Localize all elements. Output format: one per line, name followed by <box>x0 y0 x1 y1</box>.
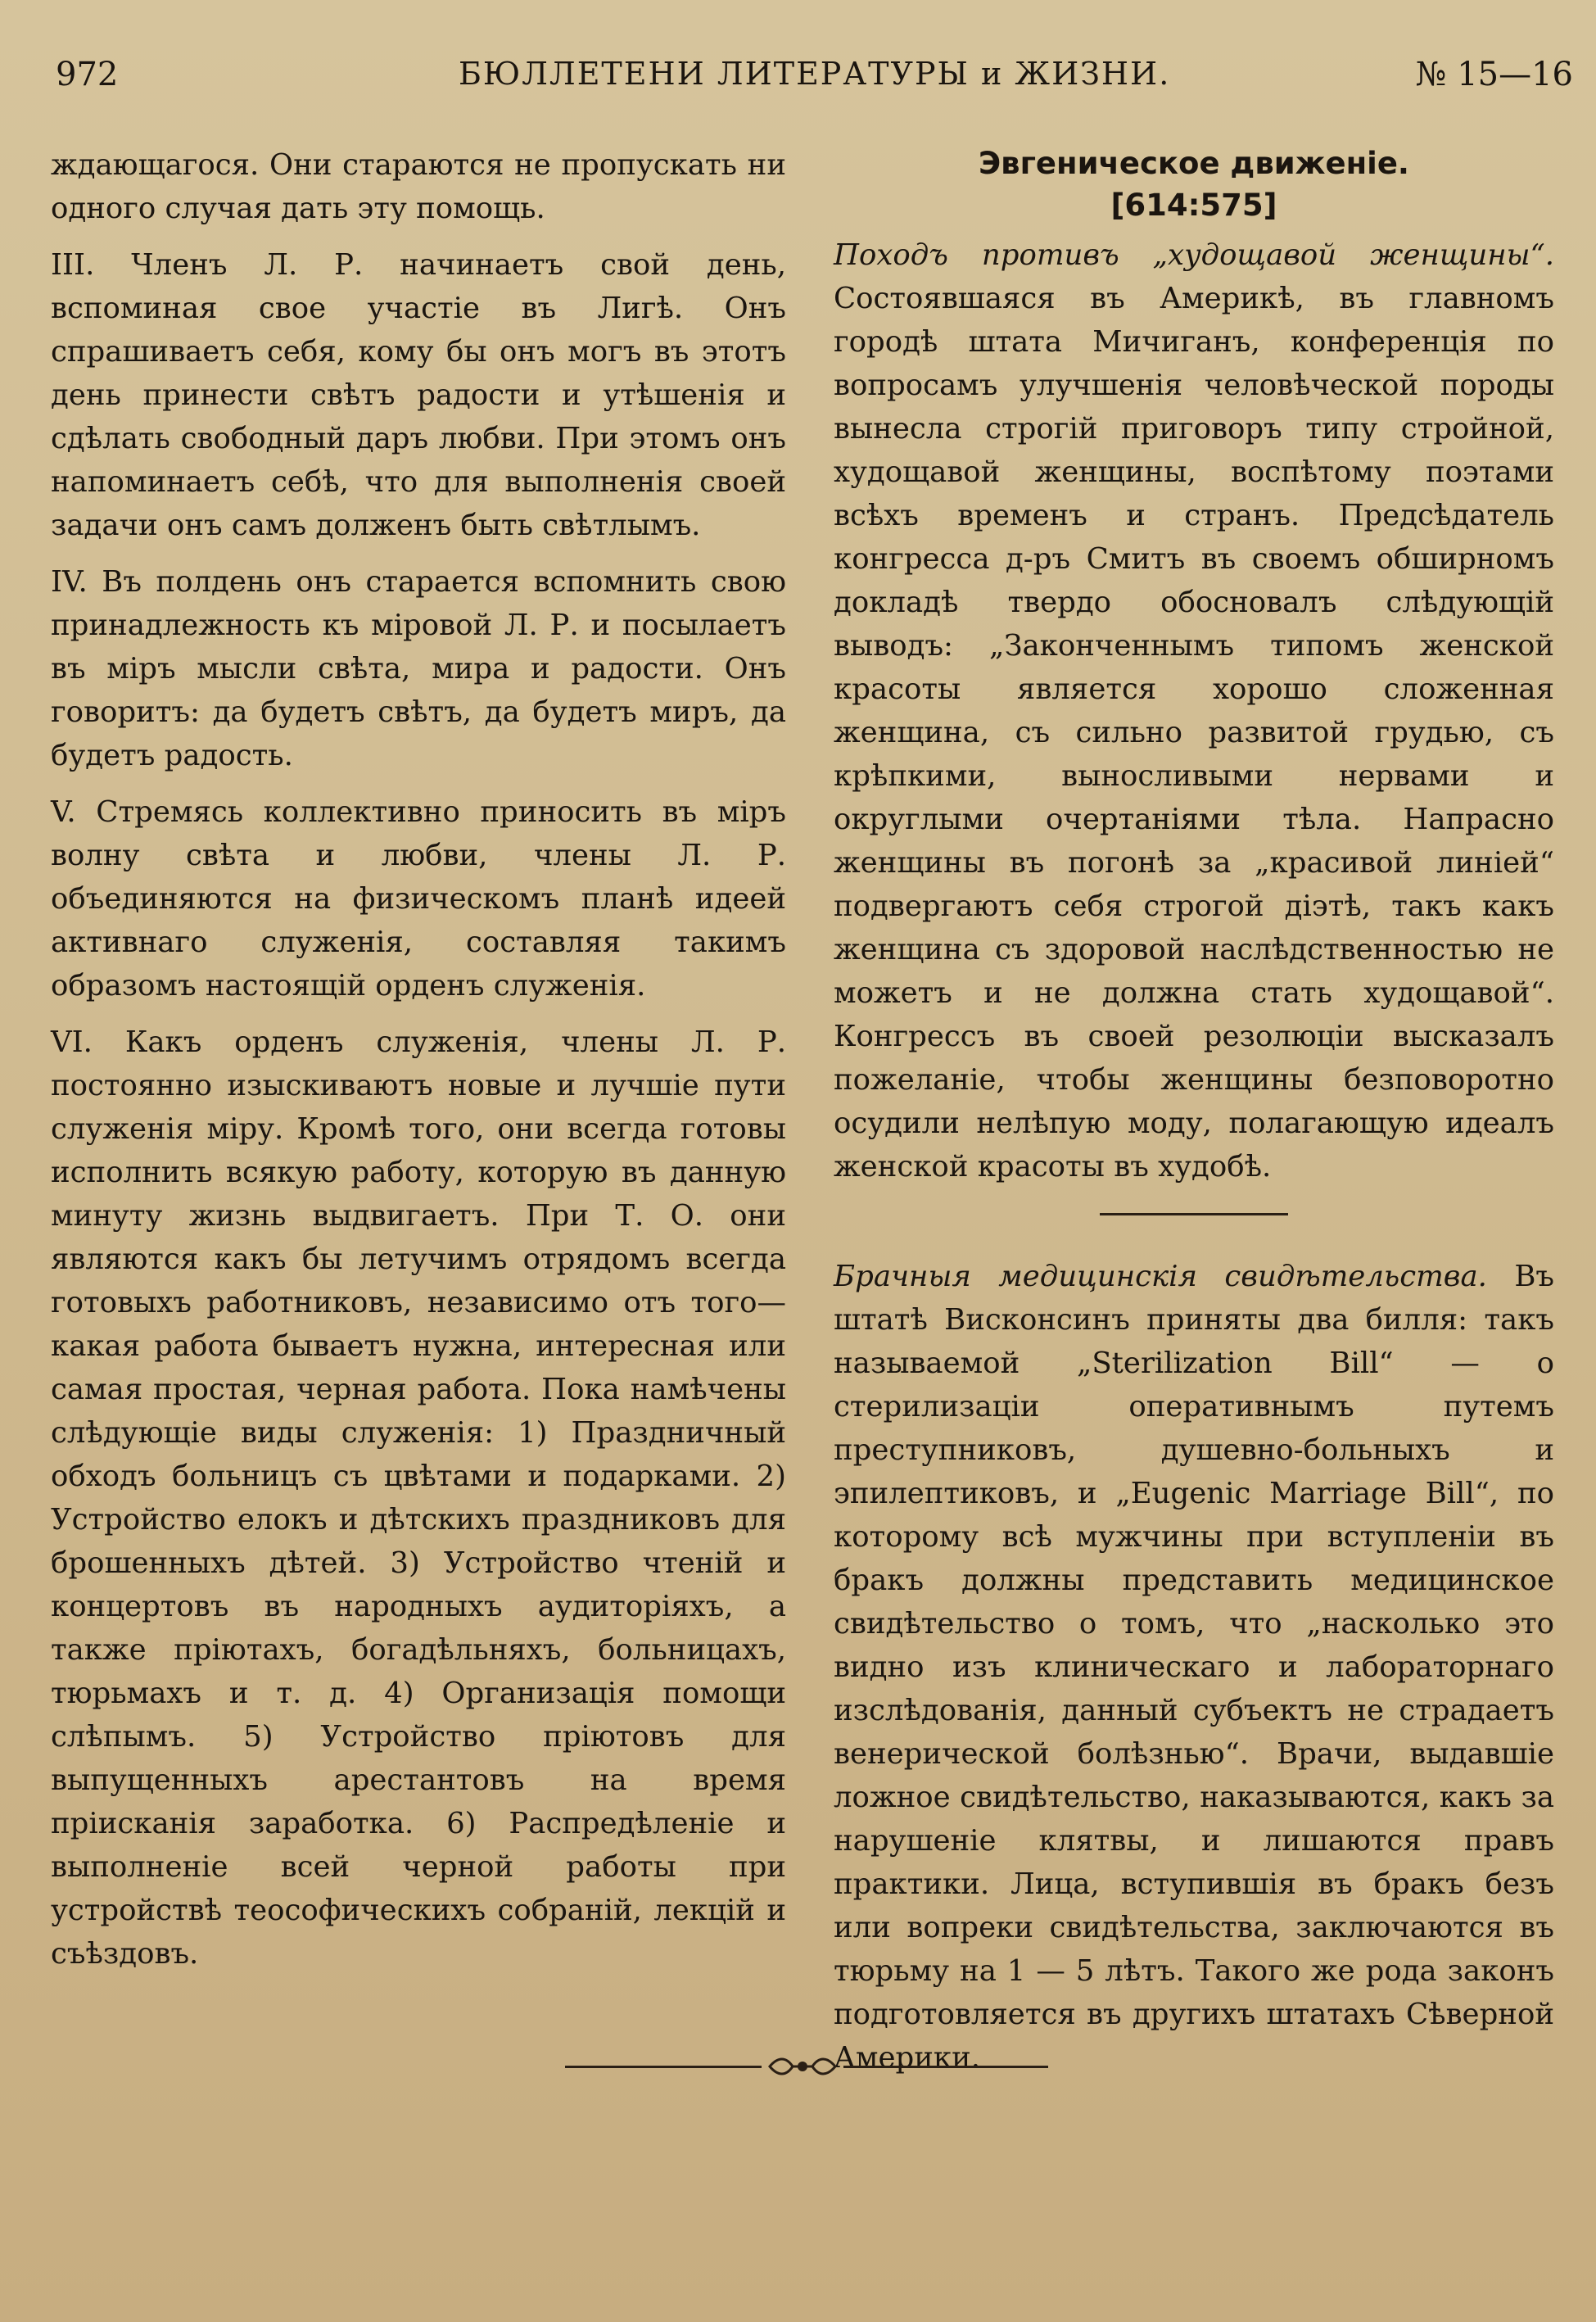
article-marriage-certificates-lead: Брачныя медицинскія свидѣтельства. <box>834 1260 1487 1293</box>
left-column <box>51 143 786 1989</box>
flourish-icon <box>762 2054 843 2079</box>
paragraph-continued: ждающагося. Они стараются не пропускать ни одного случая дать эту помощь. <box>51 148 786 225</box>
article-thin-women-body: Состоявшаяся въ Америкѣ, въ главномъ городѣ штата Мичиганъ, конференція по вопросамъ улучшенія человѣческой породы вынесла строгій приговоръ типу стройной, худощавой женщины, воспѣтому поэтами всѣхъ временъ и странъ. Предсѣдатель конгресса д-ръ Смитъ въ своемъ обширномъ докладѣ твердо обосновалъ слѣдующій выводъ: „Законченнымъ типомъ женской красоты является хорошо сложенная женщина, съ сильно развитой грудью, съ крѣпкими, выносливыми нервами и округлыми очертаніями тѣла. Напрасно женщины въ погонѣ за „красивой линіей“ подвергаютъ себя строгой діэтѣ, такъ какъ женщина съ здоровой наслѣдственностью не можетъ и не должна стать худощавой“. Конгрессъ въ своей резолюціи высказалъ пожеланіе, чтобы женщины безповоротно осудили нелѣпую моду, полагающую идеалъ женской красоты въ худобѣ. <box>834 282 1554 1184</box>
article-marriage-certificates-body: Въ штатѣ Висконсинъ приняты два билля: такъ называемой „Sterilization Bill“ — о стерилизаціи оперативнымъ путемъ преступниковъ, душевно-больныхъ и эпилептиковъ, и „Eugenic Marriage Bill“, по которому всѣ мужчины при вступленіи въ бракъ должны представить медицинское свидѣтельство о томъ, что „насколько это видно изъ клиническаго и лабораторнаго изслѣдованія, данный субъектъ не страдаетъ венерической болѣзнью“. Врачи, выдавшіе ложное свидѣтельство, наказываются, какъ за нарушеніе клятвы, и лишаются правъ практики. Лица, вступившія въ бракъ безъ или вопреки свидѣтельства, заключаются въ тюрьму на 1 — 5 лѣтъ. Такого же рода законъ подготовляется въ другихъ штатахъ Сѣверной Америки. <box>834 1260 1554 2075</box>
section-title: Эвгеническое движеніе. <box>979 146 1409 181</box>
paragraph-section-vi: VI. Какъ орденъ служенія, члены Л. Р. постоянно изыскиваютъ новые и лучшіе пути служенія міру. Кромѣ того, они всегда готовы исполнить всякую работу, которую въ данную минуту жизнь выдвигаетъ. При Т. О. они являются какъ бы летучимъ отрядомъ всегда готовыхъ работниковъ, независимо отъ того— какая работа бываетъ нужна, интересная или самая простая, черная работа. Пока намѣчены слѣдующіе виды служенія: 1) Праздничный обходъ больницъ съ цвѣтами и подарками. 2) Устройство елокъ и дѣтскихъ праздниковъ для брошенныхъ дѣтей. 3) Устройство чтеній и концертовъ въ народныхъ аудиторіяхъ, а также пріютахъ, богадѣльняхъ, больницахъ, тюрьмахъ и т. д. 4) Организація помощи слѣпымъ. 5) Устройство пріютовъ для выпущенныхъ арестантовъ на время пріисканія заработка. 6) Распредѣленіе и выполненіе всей черной работы при устройствѣ теософическихъ собраній, лекцій и съѣздовъ. <box>51 1025 786 1971</box>
paragraph-section-iv: IV. Въ полдень онъ старается вспомнить свою принадлежность къ міровой Л. Р. и посылаетъ въ міръ мысли свѣта, мира и радости. Онъ говоритъ: да будетъ свѣтъ, да будетъ миръ, да будетъ радость. <box>51 565 786 772</box>
article-thin-women <box>834 233 1554 1188</box>
ornament-line-left <box>565 2066 762 2068</box>
closing-ornament <box>565 2054 868 2079</box>
running-title: БЮЛЛЕТЕНИ ЛИТЕРАТУРЫ и ЖИЗНИ. <box>459 56 1171 92</box>
page-header <box>49 56 1596 105</box>
issue-number: № 15—16 <box>1415 56 1573 93</box>
ornament-line-right <box>843 2066 1048 2068</box>
section-code: [614:575] <box>1110 188 1277 223</box>
right-column <box>834 143 1554 2093</box>
article-marriage-certificates <box>834 1255 1554 2080</box>
paragraph-section-iii: III. Членъ Л. Р. начинаетъ свой день, вспоминая свое участіе въ Лигѣ. Онъ спрашиваетъ себя, кому бы онъ могъ въ этотъ день принести свѣтъ радости и утѣшенія и сдѣлать свободный даръ любви. При этомъ онъ напоминаетъ себѣ, что для выполненія своей задачи онъ самъ долженъ быть свѣтлымъ. <box>51 248 786 542</box>
section-divider <box>1100 1213 1288 1215</box>
paragraph-section-v: V. Стремясь коллективно приносить въ міръ волну свѣта и любви, члены Л. Р. объединяются на физическомъ планѣ идеей активнаго служенія, составляя такимъ образомъ настоящій орденъ служенія. <box>51 795 786 1003</box>
page-number: 972 <box>56 56 119 93</box>
article-thin-women-lead: Походъ противъ „худощавой женщины“. <box>834 238 1554 272</box>
